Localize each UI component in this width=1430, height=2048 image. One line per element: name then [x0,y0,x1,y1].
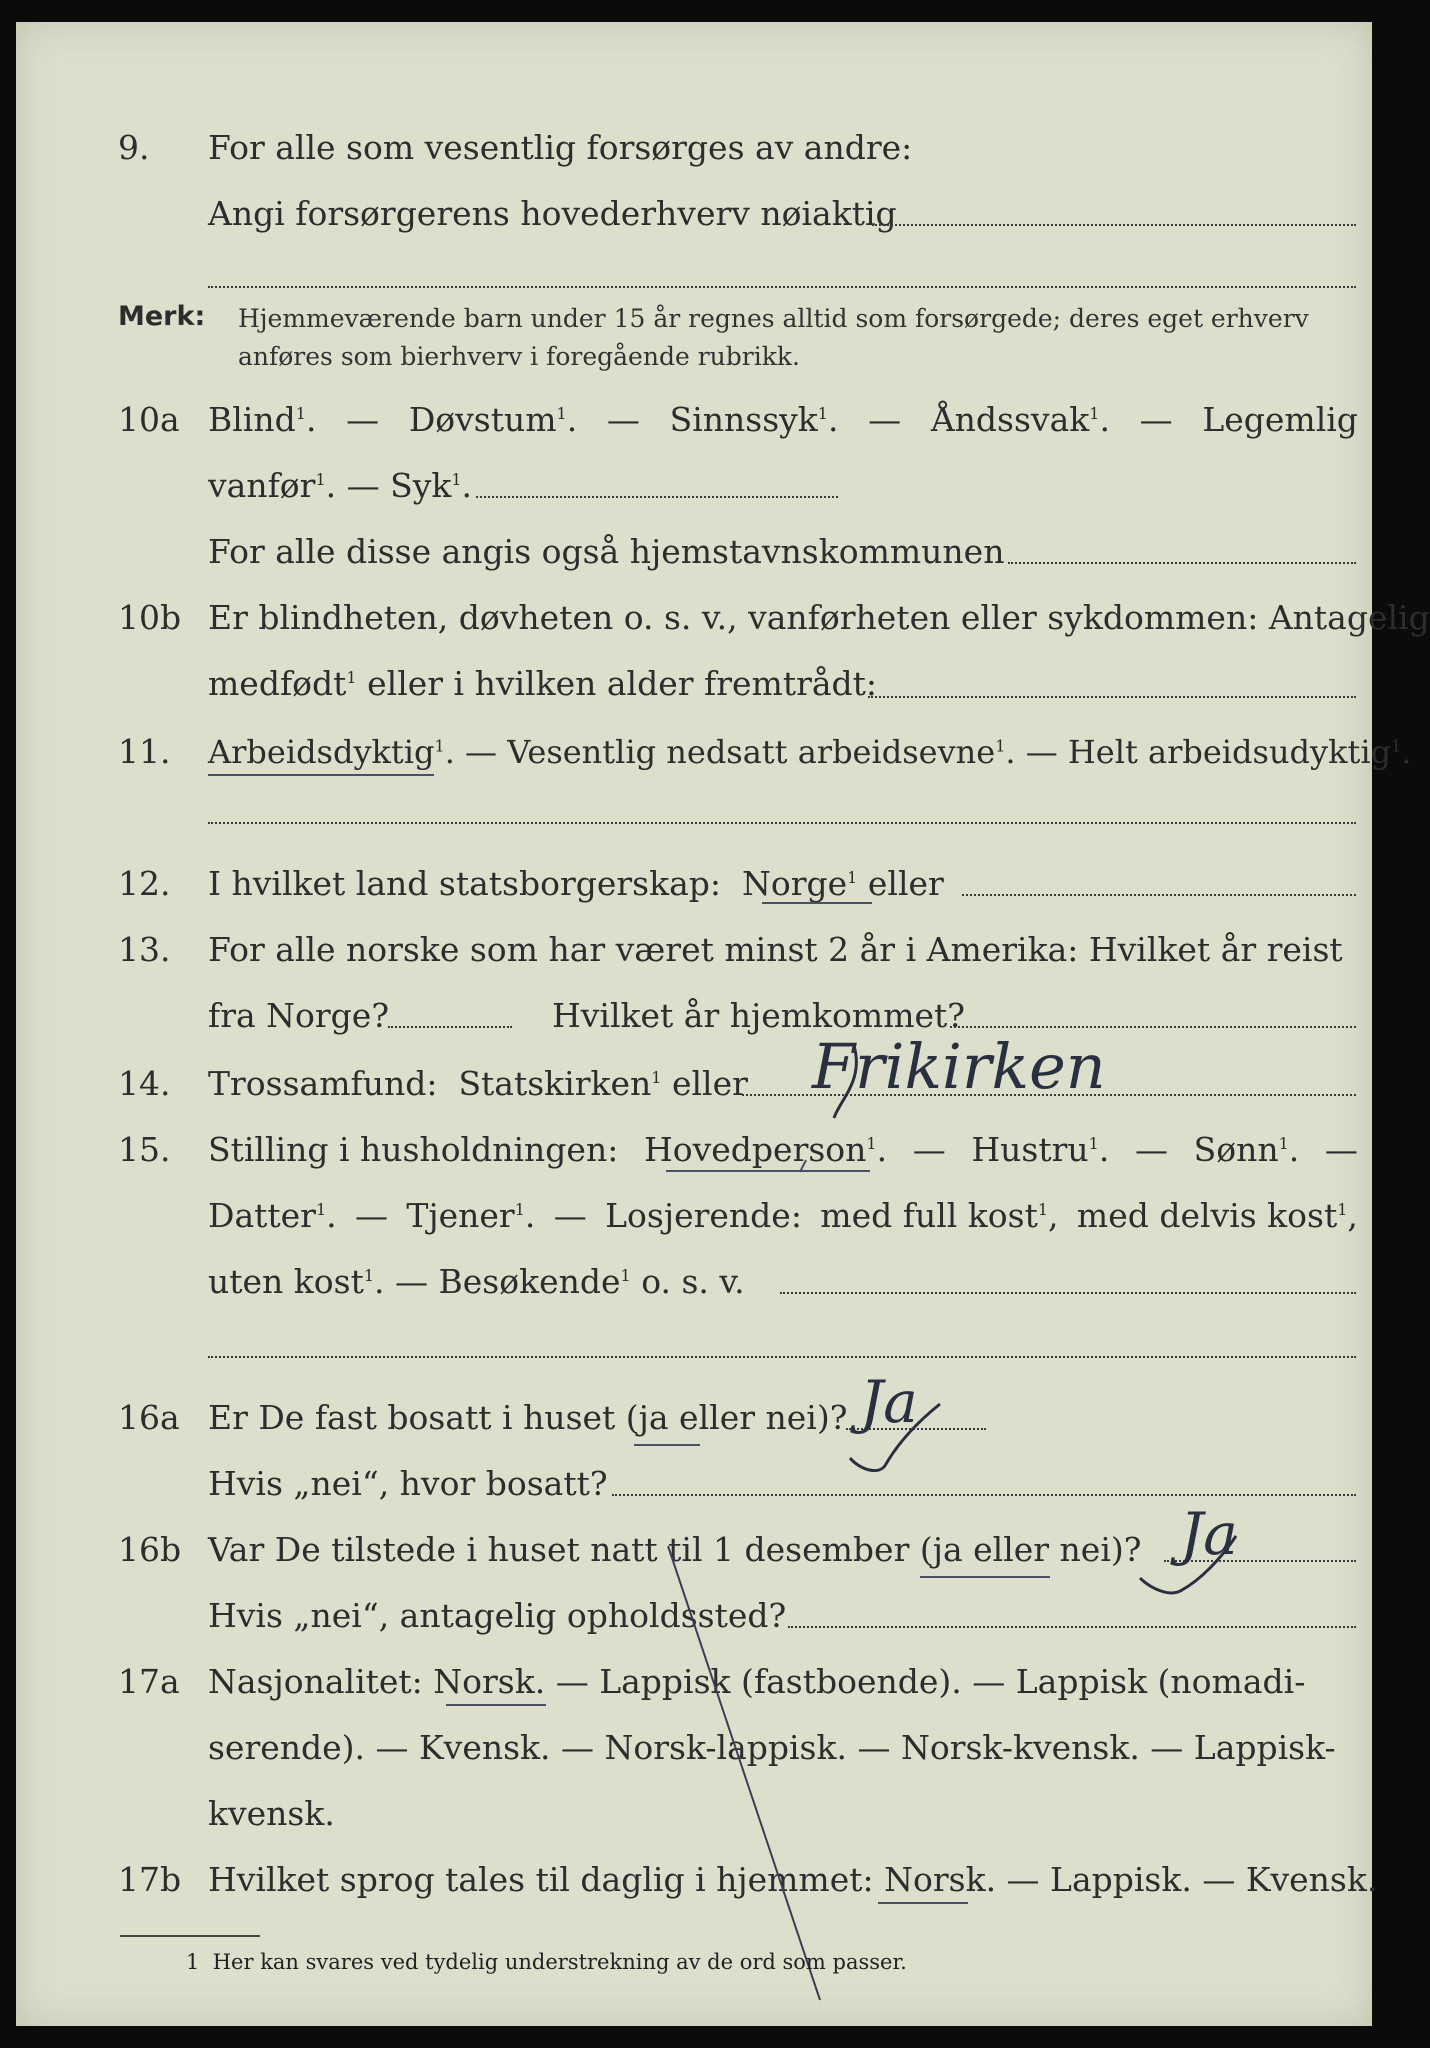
q17a-line3[interactable]: kvensk. [208,1794,335,1833]
option-arbeidsudyktig[interactable]: Helt arbeidsudyktig [1067,733,1392,771]
option-losjerende[interactable]: Losjerende: [605,1196,802,1235]
q16b-line1: Var De tilstede i huset natt til 1 desember (ja eller nei)? [208,1530,1142,1569]
option-tjener[interactable]: Tjener [406,1196,515,1235]
q16a-handwritten-answer: Ja [860,1368,918,1436]
option-andssvak[interactable]: Åndssvak [930,400,1090,439]
q17a-line1[interactable]: Nasjonalitet: Norsk. — Lappisk (fastboende). — Lappisk (nomadi- [208,1662,1306,1701]
q13-line2b: Hvilket år hjemkommet? [552,996,965,1035]
option-besokende[interactable]: Besøkende [438,1262,621,1301]
q10b-number: 10b [118,598,182,637]
q14-handwritten-answer: Frikirken [812,1030,1106,1103]
option-vanfor[interactable]: vanfør [208,466,316,505]
option-sinnssyk[interactable]: Sinnssyk [669,400,818,439]
option-datter[interactable]: Datter [208,1196,316,1235]
q14-line: Trossamfund: Statskirken$^1$ eller [208,1064,748,1103]
footnote [186,1950,907,1974]
option-full-kost[interactable]: med full kost [820,1196,1038,1235]
q12-line: I hvilket land statsborgerskap: Norge$^1$ eller [208,864,944,903]
option-hovedperson[interactable]: Hovedperson [643,1130,867,1169]
q9-number: 9. [118,128,150,167]
option-dovstum[interactable]: Døvstum [408,400,557,439]
q16a-line1: Er De fast bosatt i huset (ja eller nei)? [208,1398,848,1437]
merk-line1: Hjemmeværende barn under 15 år regnes alltid som forsørgede; deres eget erhverv [238,304,1309,333]
option-nedsatt[interactable]: Vesentlig nedsatt arbeidsevne [507,733,996,771]
merk-line2: anføres som bierhverv i foregående rubrikk. [238,342,800,371]
footnote-text: Her kan svares ved tydelig understrekning av de ord som passer. [212,1950,907,1974]
option-medfodt[interactable]: medfødt [208,664,347,703]
footnote-rule [120,1935,260,1937]
q13-line1: For alle norske som har været minst 2 år i Amerika: Hvilket år reist [208,930,1343,969]
merk-label: Merk: [118,301,206,332]
option-syk[interactable]: Syk [390,466,452,505]
q9-line1: For alle som vesentlig forsørges av andre: [208,128,913,167]
q10a-line1: Blind$^1$. — Døvstum$^1$. — Sinnssyk$^1$. — Åndssvak$^1$. — Legemlig [208,400,1358,439]
q15-number: 15. [118,1130,171,1169]
q16b-number: 16b [118,1530,182,1569]
option-uten-kost[interactable]: uten kost [208,1262,364,1301]
q10b-line1: Er blindheten, døvheten o. s. v., vanførheten eller sykdommen: Antagelig [208,598,1430,637]
q14-number: 14. [118,1064,171,1103]
q16a-line2: Hvis „nei“, hvor bosatt? [208,1464,608,1503]
q12-number: 12. [118,864,171,903]
q15-line2: Datter$^1$. — Tjener$^1$. — Losjerende: med full kost$^1$, med delvis kost$^1$, [208,1196,1358,1235]
option-sonn[interactable]: Sønn [1193,1130,1279,1169]
q10a-number: 10a [118,400,180,439]
q10a-line2: vanfør$^1$. — Syk$^1$. [208,466,473,505]
q17b-number: 17b [118,1860,182,1899]
q17a-line2[interactable]: serende). — Kvensk. — Norsk-lappisk. — Norsk-kvensk. — Lappisk- [208,1728,1336,1767]
option-blind[interactable]: Blind [208,400,296,439]
option-statskirken[interactable]: Statskirken [458,1064,652,1103]
q16b-handwritten-answer: Ja [1180,1500,1238,1568]
footnote-mark: 1 [186,1950,200,1974]
option-delvis-kost[interactable]: med delvis kost [1076,1196,1338,1235]
option-legemlig[interactable]: Legemlig [1202,400,1358,439]
option-arbeidsdyktig[interactable]: Arbeidsdyktig [208,733,435,771]
q10a-line3: For alle disse angis også hjemstavnskommunen [208,532,1005,571]
q17a-number: 17a [118,1662,180,1701]
option-norge[interactable]: Norge [742,864,848,903]
q16b-line2: Hvis „nei“, antagelig opholdssted? [208,1596,787,1635]
q13-number: 13. [118,930,171,969]
q11-number: 11. [118,732,171,771]
q16a-number: 16a [118,1398,180,1437]
q17b-line1[interactable]: Hvilket sprog tales til daglig i hjemmet: Norsk. — Lappisk. — Kvensk. [208,1860,1378,1899]
q15-line1: Stilling i husholdningen: Hovedperson$^1$. — Hustru$^1$. — Sønn$^1$. — [208,1130,1358,1169]
option-hustru[interactable]: Hustru [971,1130,1089,1169]
q13-line2a: fra Norge? [208,996,390,1035]
q11-line1: Arbeidsdyktig$^1$. — Vesentlig nedsatt arbeidsevne$^1$. — Helt arbeidsudyktig$^1$. [208,733,1412,771]
q9-line2: Angi forsørgerens hovederhverv nøiaktig [208,194,897,233]
q15-line3: uten kost$^1$. — Besøkende$^1$ o. s. v. [208,1262,745,1301]
q10b-line2: medfødt$^1$ eller i hvilken alder fremtrådt: [208,664,878,703]
